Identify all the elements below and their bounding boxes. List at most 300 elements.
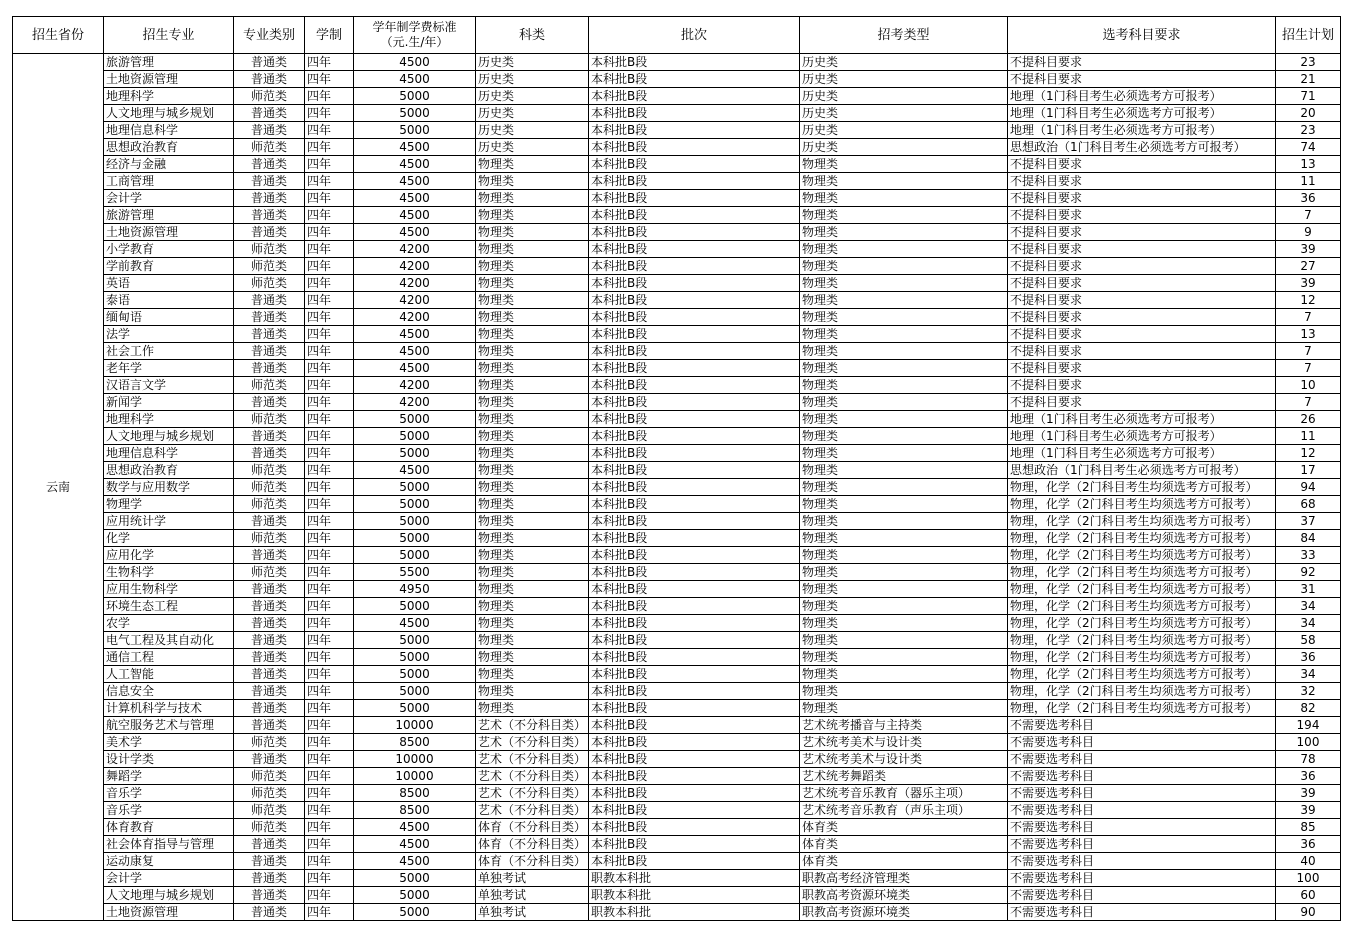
cell-fee: 4500 bbox=[354, 139, 476, 156]
cell-requirement: 思想政治（1门科目考生必须选考方可报考） bbox=[1008, 462, 1276, 479]
cell-category: 师范类 bbox=[234, 88, 305, 105]
cell-major: 体育教育 bbox=[104, 819, 234, 836]
cell-category: 普通类 bbox=[234, 904, 305, 921]
cell-subject: 历史类 bbox=[476, 88, 589, 105]
table-row bbox=[13, 496, 1341, 513]
cell-fee: 4500 bbox=[354, 71, 476, 88]
cell-duration: 四年 bbox=[305, 887, 354, 904]
table-row bbox=[13, 581, 1341, 598]
cell-fee: 5000 bbox=[354, 513, 476, 530]
cell-major: 新闻学 bbox=[104, 394, 234, 411]
table-row bbox=[13, 904, 1341, 921]
table-row bbox=[13, 156, 1341, 173]
cell-batch: 职教本科批 bbox=[589, 887, 800, 904]
header-plan: 招生计划 bbox=[1276, 17, 1341, 54]
cell-subject: 单独考试 bbox=[476, 870, 589, 887]
cell-major: 工商管理 bbox=[104, 173, 234, 190]
cell-major: 地理信息科学 bbox=[104, 445, 234, 462]
table-row bbox=[13, 241, 1341, 258]
table-row bbox=[13, 479, 1341, 496]
cell-requirement: 物理，化学（2门科目考生均须选考方可报考） bbox=[1008, 683, 1276, 700]
cell-exam-type: 物理类 bbox=[800, 275, 1008, 292]
cell-fee: 4500 bbox=[354, 819, 476, 836]
cell-duration: 四年 bbox=[305, 530, 354, 547]
cell-fee: 5000 bbox=[354, 904, 476, 921]
cell-subject: 物理类 bbox=[476, 360, 589, 377]
cell-batch: 本科批B段 bbox=[589, 224, 800, 241]
cell-fee: 4500 bbox=[354, 853, 476, 870]
table-row bbox=[13, 870, 1341, 887]
cell-requirement: 不需要选考科目 bbox=[1008, 734, 1276, 751]
table-row bbox=[13, 309, 1341, 326]
cell-plan: 11 bbox=[1276, 428, 1341, 445]
cell-duration: 四年 bbox=[305, 615, 354, 632]
cell-requirement: 物理，化学（2门科目考生均须选考方可报考） bbox=[1008, 581, 1276, 598]
cell-duration: 四年 bbox=[305, 207, 354, 224]
cell-plan: 20 bbox=[1276, 105, 1341, 122]
header-fee-line1: 学年制学费标准 bbox=[372, 20, 457, 34]
cell-plan: 27 bbox=[1276, 258, 1341, 275]
cell-category: 师范类 bbox=[234, 275, 305, 292]
cell-exam-type: 物理类 bbox=[800, 530, 1008, 547]
cell-major: 思想政治教育 bbox=[104, 462, 234, 479]
cell-fee: 5000 bbox=[354, 445, 476, 462]
cell-fee: 8500 bbox=[354, 802, 476, 819]
cell-major: 学前教育 bbox=[104, 258, 234, 275]
cell-fee: 4500 bbox=[354, 224, 476, 241]
cell-major: 地理信息科学 bbox=[104, 122, 234, 139]
cell-subject: 物理类 bbox=[476, 598, 589, 615]
cell-category: 普通类 bbox=[234, 853, 305, 870]
cell-category: 师范类 bbox=[234, 819, 305, 836]
cell-major: 航空服务艺术与管理 bbox=[104, 717, 234, 734]
cell-fee: 5000 bbox=[354, 887, 476, 904]
cell-fee: 4500 bbox=[354, 836, 476, 853]
cell-subject: 物理类 bbox=[476, 581, 589, 598]
cell-plan: 92 bbox=[1276, 564, 1341, 581]
cell-major: 法学 bbox=[104, 326, 234, 343]
cell-fee: 5000 bbox=[354, 683, 476, 700]
cell-fee: 5000 bbox=[354, 700, 476, 717]
cell-batch: 本科批B段 bbox=[589, 343, 800, 360]
cell-major: 社会工作 bbox=[104, 343, 234, 360]
province-cell: 云南 bbox=[13, 54, 104, 921]
cell-fee: 8500 bbox=[354, 734, 476, 751]
cell-requirement: 不需要选考科目 bbox=[1008, 887, 1276, 904]
cell-exam-type: 历史类 bbox=[800, 54, 1008, 71]
cell-subject: 历史类 bbox=[476, 54, 589, 71]
cell-fee: 5000 bbox=[354, 88, 476, 105]
cell-batch: 本科批B段 bbox=[589, 105, 800, 122]
cell-fee: 5000 bbox=[354, 598, 476, 615]
cell-requirement: 不提科目要求 bbox=[1008, 377, 1276, 394]
cell-major: 泰语 bbox=[104, 292, 234, 309]
cell-fee: 4500 bbox=[354, 326, 476, 343]
cell-exam-type: 职教高考经济管理类 bbox=[800, 870, 1008, 887]
cell-duration: 四年 bbox=[305, 564, 354, 581]
cell-subject: 艺术（不分科目类） bbox=[476, 768, 589, 785]
cell-category: 普通类 bbox=[234, 836, 305, 853]
cell-requirement: 物理，化学（2门科目考生均须选考方可报考） bbox=[1008, 496, 1276, 513]
cell-duration: 四年 bbox=[305, 258, 354, 275]
cell-exam-type: 物理类 bbox=[800, 632, 1008, 649]
cell-duration: 四年 bbox=[305, 224, 354, 241]
cell-requirement: 不提科目要求 bbox=[1008, 173, 1276, 190]
cell-exam-type: 物理类 bbox=[800, 207, 1008, 224]
cell-plan: 36 bbox=[1276, 836, 1341, 853]
cell-major: 社会体育指导与管理 bbox=[104, 836, 234, 853]
cell-batch: 本科批B段 bbox=[589, 666, 800, 683]
cell-requirement: 不提科目要求 bbox=[1008, 275, 1276, 292]
cell-fee: 4200 bbox=[354, 309, 476, 326]
cell-subject: 艺术（不分科目类） bbox=[476, 751, 589, 768]
table-row bbox=[13, 428, 1341, 445]
cell-requirement: 物理，化学（2门科目考生均须选考方可报考） bbox=[1008, 700, 1276, 717]
cell-major: 缅甸语 bbox=[104, 309, 234, 326]
cell-requirement: 物理，化学（2门科目考生均须选考方可报考） bbox=[1008, 615, 1276, 632]
table-row bbox=[13, 751, 1341, 768]
cell-requirement: 物理，化学（2门科目考生均须选考方可报考） bbox=[1008, 666, 1276, 683]
cell-requirement: 思想政治（1门科目考生必须选考方可报考） bbox=[1008, 139, 1276, 156]
table-row bbox=[13, 649, 1341, 666]
cell-major: 运动康复 bbox=[104, 853, 234, 870]
cell-duration: 四年 bbox=[305, 275, 354, 292]
cell-plan: 71 bbox=[1276, 88, 1341, 105]
cell-requirement: 物理，化学（2门科目考生均须选考方可报考） bbox=[1008, 547, 1276, 564]
cell-fee: 4500 bbox=[354, 156, 476, 173]
cell-category: 普通类 bbox=[234, 105, 305, 122]
cell-category: 师范类 bbox=[234, 241, 305, 258]
cell-category: 师范类 bbox=[234, 802, 305, 819]
cell-subject: 物理类 bbox=[476, 445, 589, 462]
cell-batch: 本科批B段 bbox=[589, 785, 800, 802]
cell-major: 农学 bbox=[104, 615, 234, 632]
cell-exam-type: 历史类 bbox=[800, 88, 1008, 105]
cell-category: 普通类 bbox=[234, 207, 305, 224]
table-row bbox=[13, 717, 1341, 734]
cell-plan: 7 bbox=[1276, 394, 1341, 411]
cell-exam-type: 物理类 bbox=[800, 173, 1008, 190]
cell-exam-type: 物理类 bbox=[800, 292, 1008, 309]
cell-major: 设计学类 bbox=[104, 751, 234, 768]
cell-subject: 历史类 bbox=[476, 139, 589, 156]
cell-requirement: 物理，化学（2门科目考生均须选考方可报考） bbox=[1008, 598, 1276, 615]
cell-plan: 7 bbox=[1276, 309, 1341, 326]
cell-subject: 艺术（不分科目类） bbox=[476, 785, 589, 802]
cell-plan: 23 bbox=[1276, 122, 1341, 139]
cell-requirement: 物理，化学（2门科目考生均须选考方可报考） bbox=[1008, 530, 1276, 547]
cell-requirement: 不提科目要求 bbox=[1008, 71, 1276, 88]
cell-batch: 本科批B段 bbox=[589, 275, 800, 292]
cell-category: 普通类 bbox=[234, 598, 305, 615]
cell-major: 美术学 bbox=[104, 734, 234, 751]
cell-subject: 物理类 bbox=[476, 275, 589, 292]
cell-batch: 本科批B段 bbox=[589, 241, 800, 258]
cell-category: 普通类 bbox=[234, 71, 305, 88]
cell-plan: 12 bbox=[1276, 292, 1341, 309]
cell-requirement: 不需要选考科目 bbox=[1008, 717, 1276, 734]
cell-plan: 26 bbox=[1276, 411, 1341, 428]
cell-batch: 本科批B段 bbox=[589, 54, 800, 71]
cell-batch: 本科批B段 bbox=[589, 836, 800, 853]
table-row bbox=[13, 666, 1341, 683]
table-row bbox=[13, 54, 1341, 71]
cell-plan: 17 bbox=[1276, 462, 1341, 479]
cell-duration: 四年 bbox=[305, 768, 354, 785]
cell-fee: 10000 bbox=[354, 751, 476, 768]
cell-fee: 4500 bbox=[354, 207, 476, 224]
cell-exam-type: 物理类 bbox=[800, 241, 1008, 258]
cell-duration: 四年 bbox=[305, 751, 354, 768]
cell-category: 普通类 bbox=[234, 717, 305, 734]
cell-requirement: 物理，化学（2门科目考生均须选考方可报考） bbox=[1008, 649, 1276, 666]
table-row bbox=[13, 802, 1341, 819]
cell-fee: 4200 bbox=[354, 275, 476, 292]
cell-duration: 四年 bbox=[305, 343, 354, 360]
cell-category: 普通类 bbox=[234, 870, 305, 887]
cell-subject: 物理类 bbox=[476, 343, 589, 360]
cell-subject: 物理类 bbox=[476, 428, 589, 445]
cell-batch: 本科批B段 bbox=[589, 615, 800, 632]
cell-category: 普通类 bbox=[234, 173, 305, 190]
cell-subject: 物理类 bbox=[476, 224, 589, 241]
cell-fee: 5000 bbox=[354, 428, 476, 445]
table-body bbox=[13, 54, 1341, 921]
cell-plan: 34 bbox=[1276, 666, 1341, 683]
cell-subject: 艺术（不分科目类） bbox=[476, 717, 589, 734]
cell-plan: 194 bbox=[1276, 717, 1341, 734]
cell-plan: 9 bbox=[1276, 224, 1341, 241]
header-major: 招生专业 bbox=[104, 17, 234, 54]
cell-subject: 物理类 bbox=[476, 649, 589, 666]
table-row bbox=[13, 513, 1341, 530]
cell-batch: 本科批B段 bbox=[589, 122, 800, 139]
cell-requirement: 不需要选考科目 bbox=[1008, 853, 1276, 870]
cell-requirement: 不提科目要求 bbox=[1008, 292, 1276, 309]
cell-plan: 13 bbox=[1276, 156, 1341, 173]
cell-subject: 物理类 bbox=[476, 513, 589, 530]
cell-category: 普通类 bbox=[234, 666, 305, 683]
cell-batch: 本科批B段 bbox=[589, 717, 800, 734]
cell-requirement: 地理（1门科目考生必须选考方可报考） bbox=[1008, 122, 1276, 139]
table-row bbox=[13, 445, 1341, 462]
cell-major: 旅游管理 bbox=[104, 54, 234, 71]
cell-requirement: 不需要选考科目 bbox=[1008, 768, 1276, 785]
cell-category: 普通类 bbox=[234, 326, 305, 343]
cell-category: 师范类 bbox=[234, 377, 305, 394]
cell-subject: 物理类 bbox=[476, 683, 589, 700]
cell-fee: 5000 bbox=[354, 666, 476, 683]
cell-requirement: 不需要选考科目 bbox=[1008, 785, 1276, 802]
cell-category: 普通类 bbox=[234, 428, 305, 445]
cell-exam-type: 物理类 bbox=[800, 224, 1008, 241]
cell-plan: 32 bbox=[1276, 683, 1341, 700]
cell-category: 普通类 bbox=[234, 445, 305, 462]
cell-exam-type: 职教高考资源环境类 bbox=[800, 904, 1008, 921]
cell-batch: 本科批B段 bbox=[589, 853, 800, 870]
cell-subject: 物理类 bbox=[476, 241, 589, 258]
cell-fee: 8500 bbox=[354, 785, 476, 802]
cell-requirement: 不需要选考科目 bbox=[1008, 836, 1276, 853]
cell-duration: 四年 bbox=[305, 717, 354, 734]
cell-requirement: 不提科目要求 bbox=[1008, 326, 1276, 343]
cell-subject: 艺术（不分科目类） bbox=[476, 734, 589, 751]
cell-fee: 10000 bbox=[354, 768, 476, 785]
cell-category: 师范类 bbox=[234, 496, 305, 513]
cell-plan: 58 bbox=[1276, 632, 1341, 649]
enrollment-sheet bbox=[12, 16, 1341, 921]
cell-requirement: 地理（1门科目考生必须选考方可报考） bbox=[1008, 105, 1276, 122]
cell-exam-type: 物理类 bbox=[800, 547, 1008, 564]
cell-requirement: 不提科目要求 bbox=[1008, 258, 1276, 275]
cell-batch: 本科批B段 bbox=[589, 700, 800, 717]
cell-batch: 本科批B段 bbox=[589, 71, 800, 88]
table-row bbox=[13, 819, 1341, 836]
cell-batch: 本科批B段 bbox=[589, 377, 800, 394]
cell-duration: 四年 bbox=[305, 904, 354, 921]
cell-plan: 74 bbox=[1276, 139, 1341, 156]
cell-category: 普通类 bbox=[234, 309, 305, 326]
cell-plan: 31 bbox=[1276, 581, 1341, 598]
cell-batch: 本科批B段 bbox=[589, 547, 800, 564]
cell-major: 物理学 bbox=[104, 496, 234, 513]
cell-batch: 本科批B段 bbox=[589, 139, 800, 156]
cell-batch: 职教本科批 bbox=[589, 904, 800, 921]
table-row bbox=[13, 207, 1341, 224]
cell-plan: 94 bbox=[1276, 479, 1341, 496]
cell-requirement: 不提科目要求 bbox=[1008, 54, 1276, 71]
cell-major: 土地资源管理 bbox=[104, 224, 234, 241]
cell-category: 师范类 bbox=[234, 530, 305, 547]
cell-exam-type: 物理类 bbox=[800, 156, 1008, 173]
cell-exam-type: 历史类 bbox=[800, 71, 1008, 88]
cell-batch: 本科批B段 bbox=[589, 683, 800, 700]
cell-plan: 39 bbox=[1276, 275, 1341, 292]
cell-duration: 四年 bbox=[305, 309, 354, 326]
cell-exam-type: 体育类 bbox=[800, 853, 1008, 870]
cell-plan: 34 bbox=[1276, 615, 1341, 632]
table-row bbox=[13, 836, 1341, 853]
cell-plan: 21 bbox=[1276, 71, 1341, 88]
cell-subject: 物理类 bbox=[476, 326, 589, 343]
cell-exam-type: 物理类 bbox=[800, 564, 1008, 581]
cell-batch: 本科批B段 bbox=[589, 530, 800, 547]
cell-duration: 四年 bbox=[305, 802, 354, 819]
cell-major: 地理科学 bbox=[104, 88, 234, 105]
cell-major: 思想政治教育 bbox=[104, 139, 234, 156]
cell-major: 通信工程 bbox=[104, 649, 234, 666]
table-row bbox=[13, 377, 1341, 394]
cell-major: 数学与应用数学 bbox=[104, 479, 234, 496]
cell-category: 普通类 bbox=[234, 394, 305, 411]
cell-plan: 68 bbox=[1276, 496, 1341, 513]
cell-category: 师范类 bbox=[234, 785, 305, 802]
cell-exam-type: 艺术统考音乐教育（声乐主项） bbox=[800, 802, 1008, 819]
cell-major: 老年学 bbox=[104, 360, 234, 377]
cell-requirement: 不需要选考科目 bbox=[1008, 751, 1276, 768]
cell-exam-type: 艺术统考美术与设计类 bbox=[800, 751, 1008, 768]
cell-fee: 4500 bbox=[354, 343, 476, 360]
cell-category: 普通类 bbox=[234, 190, 305, 207]
cell-batch: 本科批B段 bbox=[589, 479, 800, 496]
cell-fee: 5000 bbox=[354, 411, 476, 428]
cell-duration: 四年 bbox=[305, 513, 354, 530]
cell-major: 信息安全 bbox=[104, 683, 234, 700]
cell-exam-type: 艺术统考美术与设计类 bbox=[800, 734, 1008, 751]
cell-duration: 四年 bbox=[305, 54, 354, 71]
cell-duration: 四年 bbox=[305, 836, 354, 853]
cell-duration: 四年 bbox=[305, 700, 354, 717]
cell-batch: 本科批B段 bbox=[589, 88, 800, 105]
cell-plan: 39 bbox=[1276, 802, 1341, 819]
cell-major: 小学教育 bbox=[104, 241, 234, 258]
cell-fee: 4500 bbox=[354, 462, 476, 479]
cell-plan: 78 bbox=[1276, 751, 1341, 768]
cell-exam-type: 物理类 bbox=[800, 326, 1008, 343]
header-row bbox=[13, 17, 1341, 54]
header-province: 招生省份 bbox=[13, 17, 104, 54]
table-row bbox=[13, 683, 1341, 700]
cell-subject: 单独考试 bbox=[476, 887, 589, 904]
cell-duration: 四年 bbox=[305, 139, 354, 156]
cell-subject: 物理类 bbox=[476, 292, 589, 309]
cell-batch: 本科批B段 bbox=[589, 394, 800, 411]
cell-major: 音乐学 bbox=[104, 802, 234, 819]
cell-plan: 36 bbox=[1276, 190, 1341, 207]
cell-exam-type: 职教高考资源环境类 bbox=[800, 887, 1008, 904]
cell-batch: 职教本科批 bbox=[589, 870, 800, 887]
cell-requirement: 地理（1门科目考生必须选考方可报考） bbox=[1008, 428, 1276, 445]
cell-exam-type: 物理类 bbox=[800, 394, 1008, 411]
cell-category: 普通类 bbox=[234, 649, 305, 666]
cell-plan: 40 bbox=[1276, 853, 1341, 870]
cell-subject: 物理类 bbox=[476, 479, 589, 496]
cell-fee: 5000 bbox=[354, 479, 476, 496]
cell-fee: 4950 bbox=[354, 581, 476, 598]
cell-category: 普通类 bbox=[234, 887, 305, 904]
cell-duration: 四年 bbox=[305, 377, 354, 394]
table-row bbox=[13, 394, 1341, 411]
cell-fee: 4200 bbox=[354, 258, 476, 275]
cell-subject: 物理类 bbox=[476, 394, 589, 411]
cell-batch: 本科批B段 bbox=[589, 156, 800, 173]
cell-exam-type: 体育类 bbox=[800, 836, 1008, 853]
cell-batch: 本科批B段 bbox=[589, 292, 800, 309]
cell-duration: 四年 bbox=[305, 445, 354, 462]
table-row bbox=[13, 326, 1341, 343]
cell-batch: 本科批B段 bbox=[589, 173, 800, 190]
enrollment-plan-table bbox=[12, 16, 1341, 921]
table-row bbox=[13, 564, 1341, 581]
cell-plan: 100 bbox=[1276, 870, 1341, 887]
cell-duration: 四年 bbox=[305, 428, 354, 445]
cell-duration: 四年 bbox=[305, 853, 354, 870]
cell-requirement: 不需要选考科目 bbox=[1008, 802, 1276, 819]
cell-fee: 4200 bbox=[354, 241, 476, 258]
table-row bbox=[13, 122, 1341, 139]
cell-subject: 物理类 bbox=[476, 547, 589, 564]
cell-exam-type: 物理类 bbox=[800, 360, 1008, 377]
cell-subject: 物理类 bbox=[476, 156, 589, 173]
cell-duration: 四年 bbox=[305, 122, 354, 139]
table-row bbox=[13, 785, 1341, 802]
cell-fee: 5000 bbox=[354, 870, 476, 887]
cell-requirement: 不提科目要求 bbox=[1008, 224, 1276, 241]
cell-batch: 本科批B段 bbox=[589, 564, 800, 581]
cell-category: 普通类 bbox=[234, 360, 305, 377]
header-batch: 批次 bbox=[589, 17, 800, 54]
cell-requirement: 不提科目要求 bbox=[1008, 156, 1276, 173]
